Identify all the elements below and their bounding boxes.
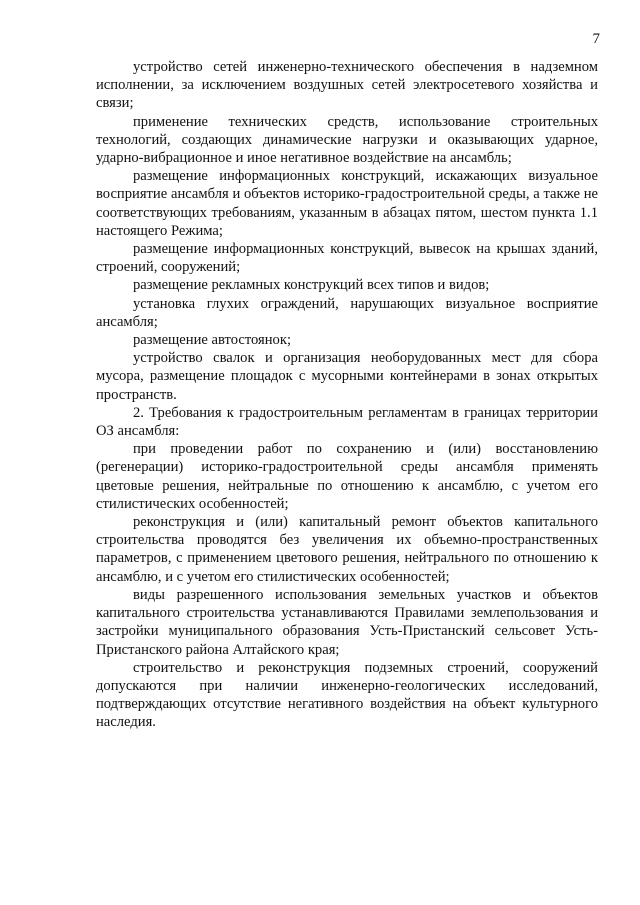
paragraph-parking: размещение автостоянок; (133, 332, 292, 349)
paragraph-utility-networks: устройство сетей инженерно-технического обеспечения в надземном исполнении, за исключением воздушных сетей электросетевого хозяйства и связи; (96, 59, 598, 112)
paragraph-advertising-structures: размещение рекламных конструкций всех типов и видов; (133, 277, 490, 294)
paragraph-information-structures-distorting: размещение информационных конструкций, искажающих визуальное восприятие ансамбля и объектов историко-градостроительной среды, а также не соответствующих требованиям, указанным в абзацах пятом, шестом пункта 1.1 настоящего Режима; (96, 168, 598, 239)
paragraph-information-structures-roofs: размещение информационных конструкций, вывесок на крышах зданий, строений, сооружений; (96, 241, 598, 276)
page-number: 7 (592, 31, 600, 47)
paragraph-technical-means: применение технических средств, использование строительных технологий, создающих динамические нагрузки и оказывающих ударное, ударно-вибрационное и иное негативное воздействие на ансамбль; (96, 113, 598, 167)
document-body (96, 58, 598, 732)
paragraph-underground-construction: строительство и реконструкция подземных строений, сооружений допускаются при наличии инженерно-геологических исследований, подтверждающих отсутствие негативного воздействия на объект культурного наследия. (96, 659, 598, 731)
paragraph-section-2-heading: 2. Требования к градостроительным регламентам в границах территории ОЗ ансамбля: (96, 404, 598, 440)
paragraph-blind-fences: установка глухих ограждений, нарушающих визуальное восприятие ансамбля; (96, 295, 598, 330)
paragraph-permitted-use: виды разрешенного использования земельных участков и объектов капитального строительства устанавливаются Правилами землепользования и застройки муниципального образования Усть-Пристанский сельсовет Усть-Пристанского района Алтайского края; (96, 586, 598, 658)
paragraph-color-solutions: при проведении работ по сохранению и (или) восстановлению (регенерации) историко-градостроительной среды ансамбля применять цветовые решения, нейтральные по отношению к ансамблю, с учетом его стилистических особенностей; (96, 441, 598, 512)
paragraph-reconstruction-repair: реконструкция и (или) капитальный ремонт объектов капитального строительства проводятся без увеличения их объемно-пространственных параметров, с применением цветового решения, нейтрального по отношению к ансамблю, и с учетом его стилистических особенностей; (96, 514, 598, 585)
paragraph-dumps: устройство свалок и организация необорудованных мест для сбора мусора, размещение площадок с мусорными контейнерами в зонах открытых пространств. (96, 350, 598, 403)
